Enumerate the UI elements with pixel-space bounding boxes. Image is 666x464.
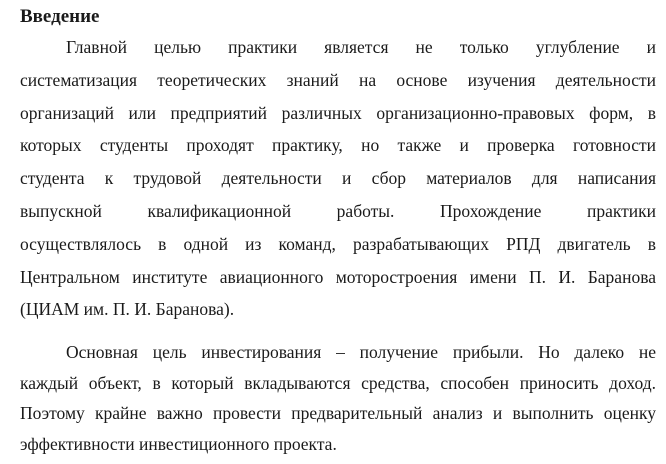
paragraph-practice-goal xyxy=(20,31,656,326)
paragraph-line: (ЦИАМ им. П. И. Баранова). xyxy=(20,299,235,320)
paragraph-line: Поэтому крайне важно провести предварительный анализ и выполнить оценку xyxy=(20,403,656,423)
paragraph-line: каждый объект, в который вкладываются средства, способен приносить доход. xyxy=(20,372,656,393)
paragraph-line: студента к трудовой деятельности и сбор материалов для написания xyxy=(20,168,656,189)
paragraph-line: Основная цель инвестирования – получение прибыли. Но далеко не xyxy=(66,342,656,362)
section-heading: Введение xyxy=(20,6,100,27)
paragraph-line: систематизация теоретических знаний на основе изучения деятельности xyxy=(20,69,656,90)
paragraph-line: выпускной квалификационной работы. Прохождение практики xyxy=(20,200,656,221)
paragraph-line: Центральном институте авиационного моторостроения имени П. И. Баранова xyxy=(20,266,656,287)
paragraph-line: организаций или предприятий различных организационно-правовых форм, в xyxy=(20,102,656,123)
paragraph-line: Главной целью практики является не только углубление и xyxy=(66,37,656,57)
document-page xyxy=(20,0,656,454)
paragraph-line: которых студенты проходят практику, но также и проверка готовности xyxy=(20,135,656,156)
paragraph-investment-goal xyxy=(20,337,656,459)
paragraph-line: эффективности инвестиционного проекта. xyxy=(20,433,337,454)
paragraph-line: осуществлялось в одной из команд, разрабатывающих РПД двигатель в xyxy=(20,233,656,254)
